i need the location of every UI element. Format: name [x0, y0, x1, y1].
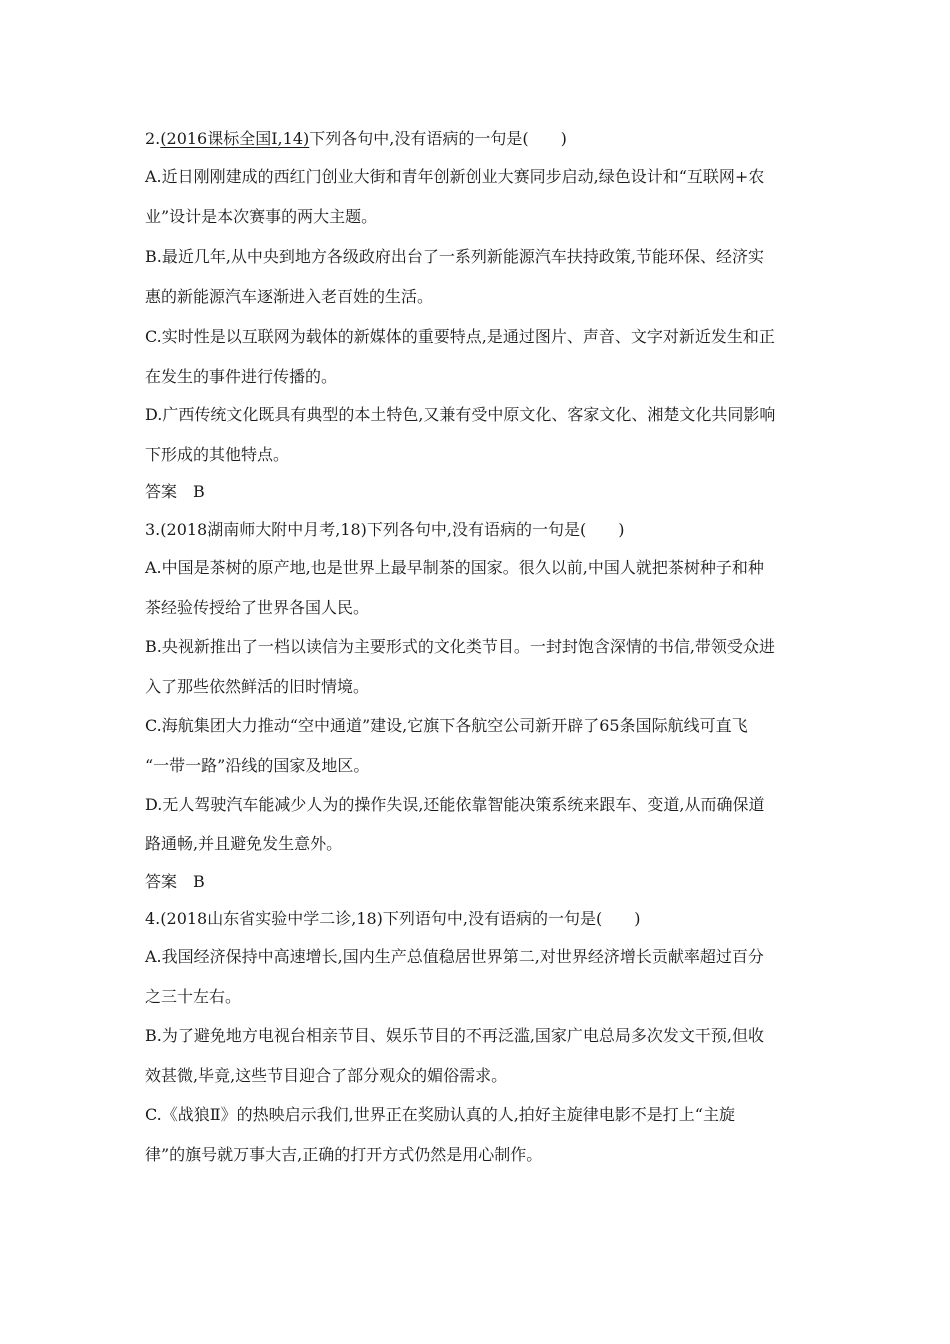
option-line: 效甚微,毕竟,这些节目迎合了部分观众的媚俗需求。 — [145, 1066, 508, 1085]
option-line: C.海航集团大力推动“空中通道”建设,它旗下各航空公司新开辟了65条国际航线可直飞 — [145, 716, 748, 735]
option-line: 在发生的事件进行传播的。 — [145, 367, 338, 386]
question-3-stem — [145, 519, 625, 541]
option-line: A.中国是茶树的原产地,也是世界上最早制茶的国家。很久以前,中国人就把茶树种子和种 — [145, 558, 764, 577]
answer-label: 答案 — [145, 482, 178, 501]
option-line: 茶经验传授给了世界各国人民。 — [145, 598, 370, 617]
option-line: 下形成的其他特点。 — [145, 445, 290, 464]
question-source: (2018湖南师大附中月考,18) — [160, 520, 367, 539]
question-source: (2018山东省实验中学二诊,18) — [160, 909, 383, 928]
option-line: D.广西传统文化既具有典型的本土特色,又兼有受中原文化、客家文化、湘楚文化共同影响 — [145, 405, 776, 424]
option-line: B.为了避免地方电视台相亲节目、娱乐节目的不再泛滥,国家广电总局多次发文干预,但收 — [145, 1026, 765, 1045]
option-line: B.最近几年,从中央到地方各级政府出台了一系列新能源汽车扶持政策,节能环保、经济实 — [145, 247, 765, 266]
answer-value: B — [193, 482, 205, 501]
option-line: 入了那些依然鲜活的旧时情境。 — [145, 677, 370, 696]
option-line: B.央视新推出了一档以读信为主要形式的文化类节目。一封封饱含深情的书信,带领受众进 — [145, 637, 775, 656]
answer-value: B — [193, 872, 205, 891]
option-line: 惠的新能源汽车逐渐进入老百姓的生活。 — [145, 287, 434, 306]
question-text: 下列语句中,没有语病的一句是( ) — [382, 909, 641, 928]
question-2-stem — [145, 128, 567, 150]
option-line: C.《战狼Ⅱ》的热映启示我们,世界正在奖励认真的人,拍好主旋律电影不是打上“主旋 — [145, 1105, 735, 1124]
question-number: 4. — [145, 909, 161, 928]
answer-label: 答案 — [145, 872, 178, 891]
option-line: A.近日刚刚建成的西红门创业大街和青年创新创业大赛同步启动,绿色设计和“互联网+农 — [145, 167, 765, 186]
option-line: “一带一路”沿线的国家及地区。 — [145, 756, 370, 775]
question-text: 下列各句中,没有语病的一句是( ) — [309, 129, 567, 148]
answer-line — [145, 871, 205, 893]
option-line: 之三十左右。 — [145, 987, 242, 1006]
option-line: A.我国经济保持中高速增长,国内生产总值稳居世界第二,对世界经济增长贡献率超过百分 — [145, 947, 764, 966]
option-line: 业”设计是本次赛事的两大主题。 — [145, 207, 378, 226]
question-4-stem — [145, 908, 641, 930]
question-number: 2. — [145, 129, 161, 148]
option-line: 路通畅,并且避免发生意外。 — [145, 834, 343, 853]
question-number: 3. — [145, 520, 161, 539]
option-line: D.无人驾驶汽车能减少人为的操作失误,还能依靠智能决策系统来跟车、变道,从而确保道 — [145, 795, 765, 814]
option-line: 律”的旗号就万事大吉,正确的打开方式仍然是用心制作。 — [145, 1145, 543, 1164]
answer-line — [145, 481, 205, 503]
question-source: (2016课标全国Ⅰ,14) — [160, 129, 310, 148]
option-line: C.实时性是以互联网为载体的新媒体的重要特点,是通过图片、声音、文字对新近发生和正 — [145, 327, 775, 346]
question-text: 下列各句中,没有语病的一句是( ) — [366, 520, 625, 539]
